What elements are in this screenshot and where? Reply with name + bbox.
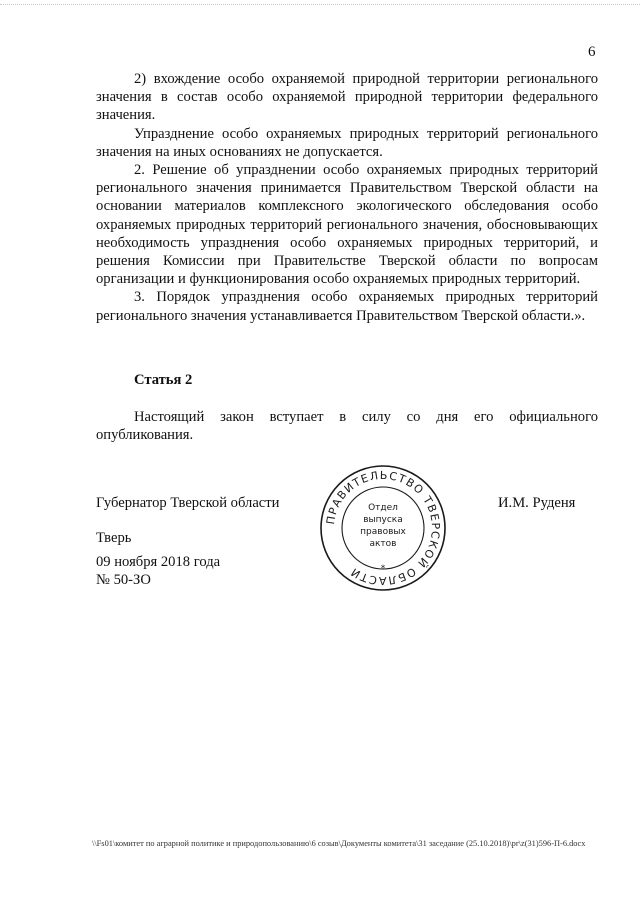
article-heading: Статья 2 — [134, 372, 193, 388]
signing-date: 09 ноября 2018 года — [96, 554, 221, 571]
paragraph-prohibition: Упразднение особо охраняемых природных территорий регионального значения на иных основаниях не допускается. — [96, 125, 598, 160]
seal-center-line-2: выпуска — [363, 515, 403, 525]
article-text: Настоящий закон вступает в силу со дня его официального опубликования. — [96, 409, 598, 444]
seal-ring-text: ПРАВИТЕЛЬСТВО ТВЕРСКОЙ ОБЛАСТИ — [323, 468, 443, 588]
official-seal-stamp — [318, 463, 448, 593]
file-path-footer: \\Fs01\комитет по аграрной политике и природопользованию\6 созыв\Документы комитета\31 заседание (25.10.2018)\pr\z(31)596-П-6.docx — [92, 839, 586, 848]
signatory-name: И.М. Руденя — [498, 495, 576, 511]
signatory-title: Губернатор Тверской области — [96, 495, 280, 511]
signing-city: Тверь — [96, 530, 132, 546]
seal-center-line-1: Отдел — [368, 503, 398, 513]
paragraph-procedure: 3. Порядок упразднения особо охраняемых природных территорий регионального значения устанавливается Правительством Тверской области.». — [96, 289, 598, 324]
page-number: 6 — [588, 44, 596, 60]
document-body — [96, 70, 598, 325]
seal-center-line-4: актов — [369, 539, 397, 549]
paragraph-item-2: 2) вхождение особо охраняемой природной территории регионального значения в состав особо охраняемой природной территории федерального значения. — [96, 71, 598, 124]
place-date-block — [96, 529, 220, 590]
law-number: № 50-ЗО — [96, 572, 151, 589]
seal-center-line-3: правовых — [360, 527, 406, 537]
paragraph-decision: 2. Решение об упразднении особо охраняемых природных территорий регионального значения принимается Правительством Тверской области на основании материалов комплексного экологического обследования особо охраняемых природных территорий регионального значения, обосновывающих необходимость упразднения особо охраняемых природных территорий, и решения Комиссии при Правительстве Тверской области по вопросам организации и функционирования особо охраняемых природных территорий. — [96, 162, 598, 288]
scan-top-edge — [0, 4, 640, 5]
seal-star: * — [380, 564, 386, 574]
